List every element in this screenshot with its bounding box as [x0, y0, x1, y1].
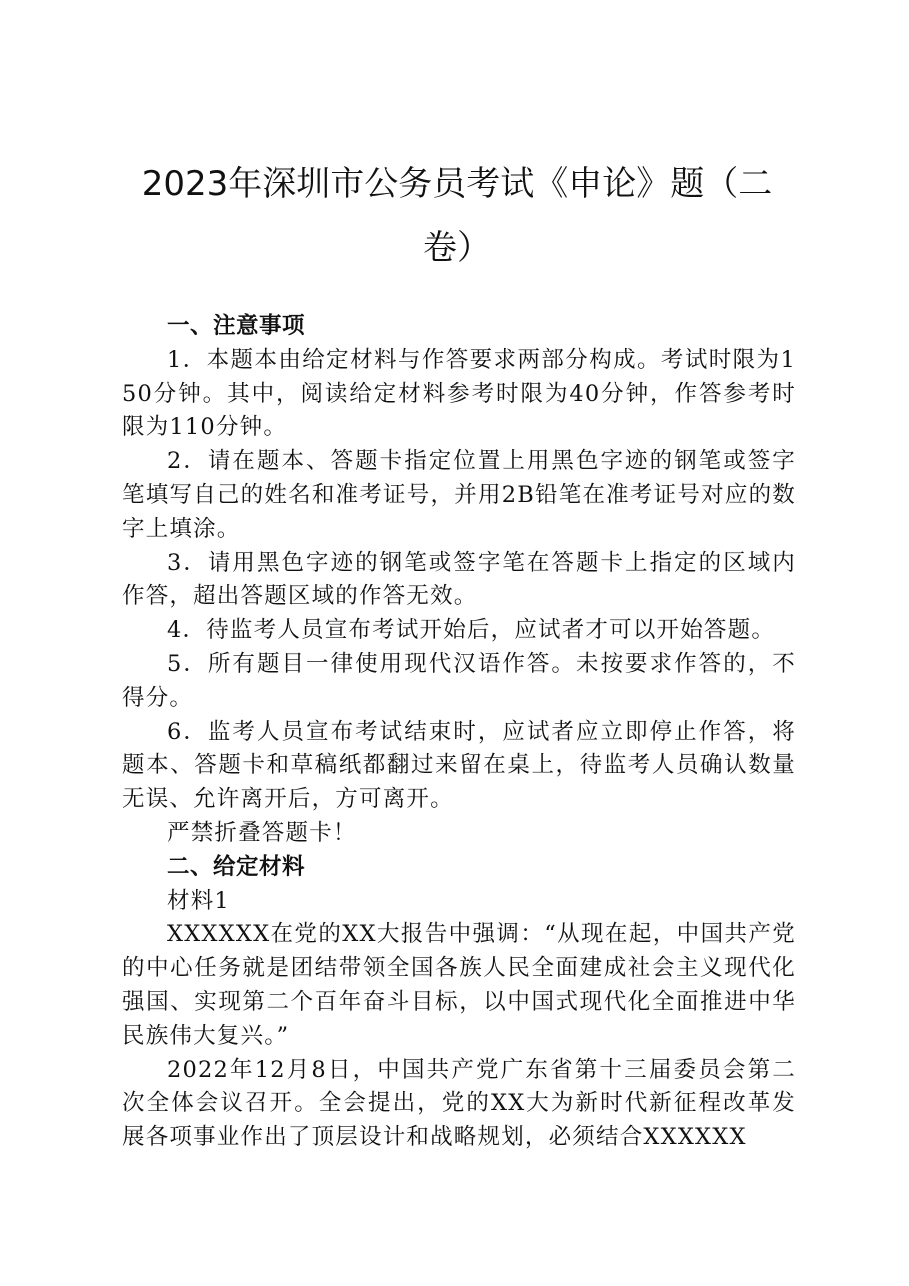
document-body [122, 310, 796, 1155]
notes-paragraph-5: 5．所有题目一律使用现代汉语作答。未按要求作答的，不得分。 [122, 650, 796, 711]
document-title: 2023年深圳市公务员考试《申论》题（二卷） [141, 164, 773, 268]
material-paragraph-2: 2022年12月8日，中国共产党广东省第十三届委员会第二次全体会议召开。全会提出，党的XX大为新时代新征程改革发展各项事业作出了顶层设计和战略规划，必须结合XXXXXX [122, 1056, 796, 1151]
notes-paragraph-6: 6．监考人员宣布考试结束时，应试者应立即停止作答，将题本、答题卡和草稿纸都翻过来留在桌上，待监考人员确认数量无误、允许离开后，方可离开。 [122, 718, 796, 813]
section-heading-materials: 二、给定材料 [167, 853, 306, 880]
notes-paragraph-3: 3．请用黑色字迹的钢笔或签字笔在答题卡上指定的区域内作答，超出答题区域的作答无效。 [122, 549, 796, 610]
notes-warning: 严禁折叠答题卡！ [167, 819, 357, 846]
section-heading-notes: 一、注意事项 [167, 313, 306, 339]
material-paragraph-1: XXXXXX在党的XX大报告中强调：“从现在起，中国共产党的中心任务就是团结带领全国各族人民全面建成社会主义现代化强国、实现第二个百年奋斗目标，以中国式现代化全面推进中华民族伟大复兴。” [122, 921, 796, 1049]
notes-paragraph-2: 2．请在题本、答题卡指定位置上用黑色字迹的钢笔或签字笔填写自己的姓名和准考证号，并用2B铅笔在准考证号对应的数字上填涂。 [122, 448, 796, 542]
material-label: 材料1 [167, 887, 230, 914]
notes-paragraph-1: 1．本题本由给定材料与作答要求两部分构成。考试时限为150分钟。其中，阅读给定材料参考时限为40分钟，作答参考时限为110分钟。 [122, 346, 796, 441]
notes-paragraph-4: 4．待监考人员宣布考试开始后，应试者才可以开始答题。 [167, 617, 776, 644]
